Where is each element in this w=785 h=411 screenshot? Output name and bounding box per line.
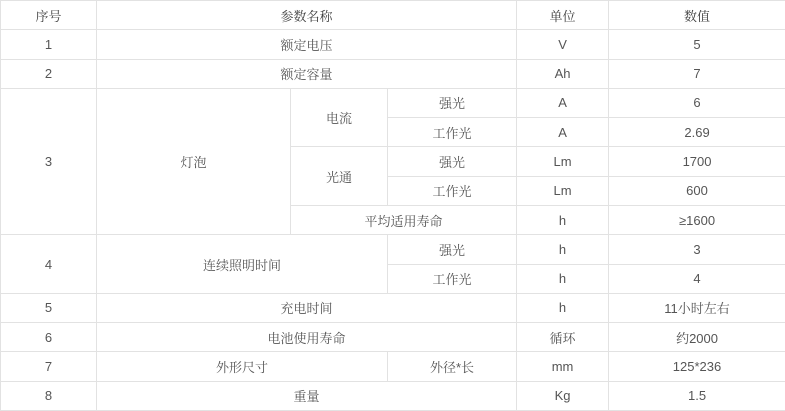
unit-cell: h [517,264,609,293]
unit-cell: Kg [517,381,609,410]
sub-group-cell: 光通 [291,147,388,206]
row-index-cell: 2 [1,59,97,88]
param-name-cell: 外形尺寸 [97,352,388,381]
row-index-cell: 8 [1,381,97,410]
unit-cell: mm [517,352,609,381]
value-cell: 600 [609,176,785,205]
value-cell: ≥1600 [609,205,785,234]
unit-cell: h [517,235,609,264]
param-name-cell: 重量 [97,381,517,410]
mode-cell: 强光 [388,147,517,176]
unit-cell: Ah [517,59,609,88]
table-row [1,381,785,410]
param-name-cell: 灯泡 [97,88,291,234]
table-row [1,352,785,381]
row-index-cell: 5 [1,293,97,322]
row-index-cell: 6 [1,323,97,352]
value-cell: 约2000 [609,323,785,352]
unit-cell: h [517,293,609,322]
value-cell: 11小时左右 [609,293,785,322]
param-name-cell: 额定容量 [97,59,517,88]
value-cell: 1700 [609,147,785,176]
header-unit: 单位 [517,1,609,30]
row-index-cell: 4 [1,235,97,294]
unit-cell: h [517,205,609,234]
value-cell: 6 [609,88,785,117]
value-cell: 2.69 [609,118,785,147]
table-row [1,88,785,117]
table-row [1,293,785,322]
row-index-cell: 3 [1,88,97,234]
row-index-cell: 1 [1,30,97,59]
table-row [1,235,785,264]
table-row [1,30,785,59]
value-cell: 4 [609,264,785,293]
param-name-cell: 充电时间 [97,293,517,322]
mode-cell: 强光 [388,235,517,264]
value-cell: 125*236 [609,352,785,381]
unit-cell: A [517,118,609,147]
sub-param-cell: 平均适用寿命 [291,205,517,234]
header-param: 参数名称 [97,1,517,30]
table-row [1,59,785,88]
unit-cell: Lm [517,176,609,205]
sub-param-cell: 外径*长 [388,352,517,381]
row-index-cell: 7 [1,352,97,381]
value-cell: 7 [609,59,785,88]
mode-cell: 强光 [388,88,517,117]
mode-cell: 工作光 [388,264,517,293]
value-cell: 1.5 [609,381,785,410]
unit-cell: 循环 [517,323,609,352]
sub-group-cell: 电流 [291,88,388,147]
unit-cell: Lm [517,147,609,176]
table-row [1,323,785,352]
mode-cell: 工作光 [388,176,517,205]
header-value: 数值 [609,1,785,30]
mode-cell: 工作光 [388,118,517,147]
unit-cell: A [517,88,609,117]
value-cell: 3 [609,235,785,264]
header-row [1,1,785,30]
value-cell: 5 [609,30,785,59]
unit-cell: V [517,30,609,59]
param-name-cell: 连续照明时间 [97,235,388,294]
header-index: 序号 [1,1,97,30]
param-name-cell: 电池使用寿命 [97,323,517,352]
param-name-cell: 额定电压 [97,30,517,59]
